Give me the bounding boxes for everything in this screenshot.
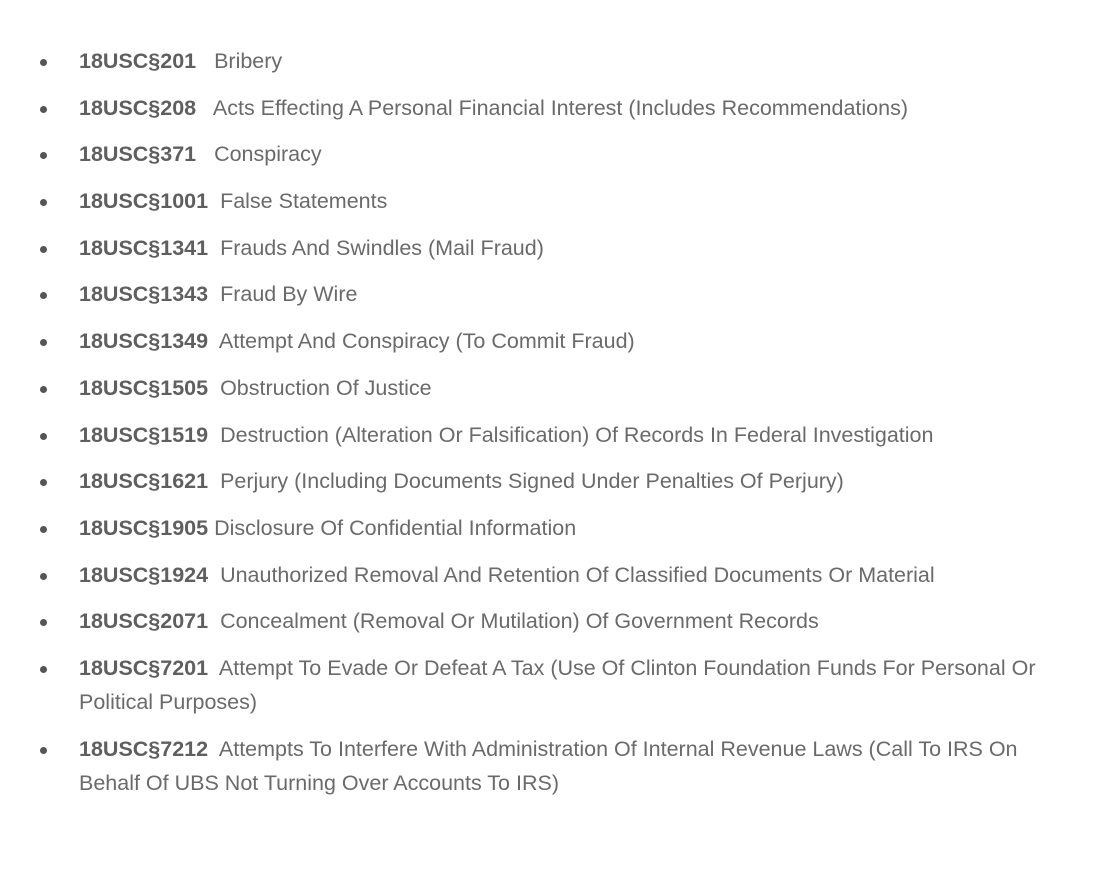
statute-description: Obstruction Of Justice [220, 375, 432, 400]
statute-description: Perjury (Including Documents Signed Under Penalties Of Perjury) [220, 469, 844, 494]
bullet-icon [40, 59, 47, 66]
list-item [0, 464, 1104, 498]
bullet-icon [40, 246, 47, 253]
statute-description: Concealment (Removal Or Mutilation) Of Government Records [220, 609, 819, 634]
statute-description: Attempt To Evade Or Defeat A Tax (Use Of Clinton Foundation Funds For Personal Or Political Purposes) [79, 655, 1036, 714]
statute-separator [208, 737, 219, 761]
statute-description: Disclosure Of Confidential Information [214, 515, 577, 540]
statute-description: Fraud By Wire [220, 282, 358, 307]
statute-separator [208, 423, 220, 447]
bullet-icon [40, 292, 47, 299]
statute-code: 18USC§7201 [79, 655, 209, 680]
bullet-icon [40, 339, 47, 346]
bullet-icon [40, 573, 47, 580]
statute-separator [208, 563, 220, 587]
statute-code: 18USC§1621 [79, 469, 209, 494]
statute-separator [196, 96, 213, 120]
list-item [0, 732, 1104, 800]
list-item [0, 277, 1104, 311]
bullet-icon [40, 666, 47, 673]
list-item [0, 184, 1104, 218]
statute-code: 18USC§1343 [79, 282, 209, 307]
list-item [0, 91, 1104, 125]
bullet-icon [40, 199, 47, 206]
list-item [0, 558, 1104, 592]
statute-description: Destruction (Alteration Or Falsification) Of Records In Federal Investigation [220, 422, 934, 447]
list-item [0, 651, 1104, 719]
list-item [0, 418, 1104, 452]
statute-separator [208, 329, 219, 353]
list-item [0, 604, 1104, 638]
list-item [0, 44, 1104, 78]
list-item [0, 137, 1104, 171]
bullet-icon [40, 479, 47, 486]
statute-description: Attempts To Interfere With Administration Of Internal Revenue Laws (Call To IRS On Behalf Of UBS Not Turning Over Accounts To IRS) [79, 736, 1018, 795]
statute-code: 18USC§1519 [79, 422, 209, 447]
bullet-icon [40, 152, 47, 159]
statute-separator [208, 236, 220, 260]
statute-separator [208, 189, 220, 213]
list-item [0, 371, 1104, 405]
statute-description: Bribery [214, 49, 283, 73]
statute-code: 18USC§1001 [79, 189, 209, 214]
statute-code: 18USC§7212 [79, 736, 209, 761]
statute-code: 18USC§1341 [79, 235, 209, 260]
statute-code: 18USC§1349 [79, 329, 209, 354]
statute-description: Frauds And Swindles (Mail Fraud) [220, 235, 544, 260]
bullet-icon [40, 386, 47, 393]
bullet-icon [40, 526, 47, 533]
statute-description: Acts Effecting A Personal Financial Interest (Includes Recommendations) [212, 95, 908, 120]
bullet-icon [40, 433, 47, 440]
statute-separator [196, 142, 214, 166]
bullet-icon [40, 619, 47, 626]
statute-description: False Statements [220, 189, 388, 214]
list-item [0, 324, 1104, 358]
list-item [0, 231, 1104, 265]
bullet-icon [40, 747, 47, 754]
statute-separator [208, 376, 220, 400]
statute-list [0, 44, 1104, 800]
statute-description: Unauthorized Removal And Retention Of Classified Documents Or Material [220, 562, 935, 587]
statute-code: 18USC§2071 [79, 609, 209, 634]
statute-separator [196, 49, 214, 73]
statute-code: 18USC§1905 [79, 515, 209, 540]
statute-description: Attempt And Conspiracy (To Commit Fraud) [218, 329, 635, 354]
list-item [0, 511, 1104, 545]
statute-separator [208, 469, 220, 493]
statute-code: 18USC§1924 [79, 562, 209, 587]
statute-code: 18USC§1505 [79, 375, 209, 400]
statute-code: 18USC§208 [79, 95, 197, 120]
bullet-icon [40, 106, 47, 113]
statute-description: Conspiracy [214, 142, 322, 167]
statute-separator [208, 656, 219, 680]
statute-separator [208, 609, 220, 633]
statute-code: 18USC§371 [79, 142, 197, 167]
statute-code: 18USC§201 [79, 49, 197, 73]
statute-separator [208, 282, 220, 306]
